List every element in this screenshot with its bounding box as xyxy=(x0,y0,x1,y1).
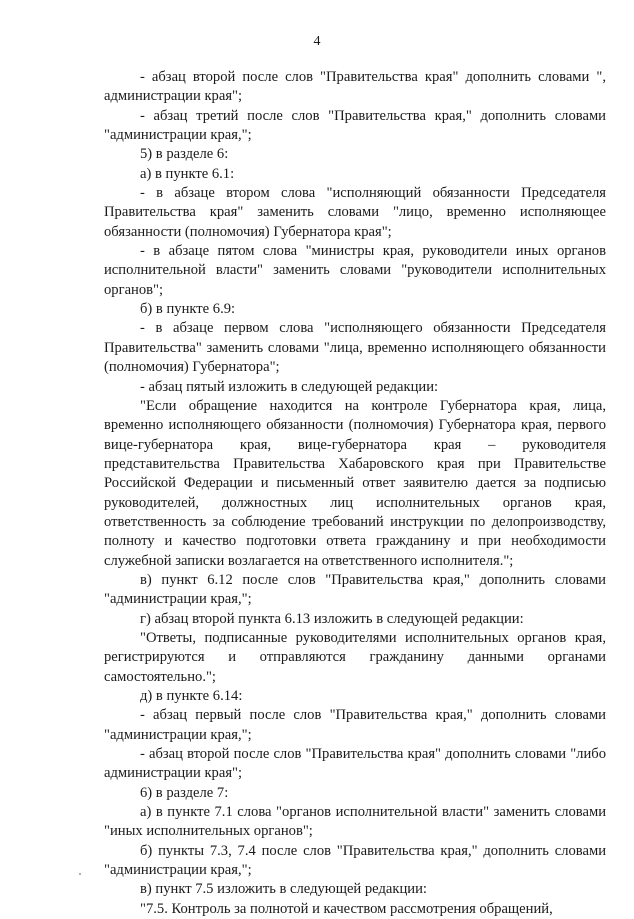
item-6-9-heading: б) в пункте 6.9: xyxy=(140,301,236,318)
paragraph-6: - в абзаце пятом слова "министры края, руководители иных органов исполнительной власти" заменить словами "руководители исполнительных органов"; xyxy=(104,243,606,298)
quoted-paragraph-7-5: "7.5. Контроль за полнотой и качеством рассмотрения обращений, xyxy=(140,900,553,917)
paragraph-5: - в абзаце втором слова "исполняющий обязанности Председателя Правительства края" заменить словами "лицо, временно исполняющее обязанности (полномочия) Губернатора края"; xyxy=(104,185,606,240)
paragraph-18: а) в пункте 7.1 слова "органов исполнительной власти" заменить словами "иных исполнительных органов"; xyxy=(104,804,606,840)
section-7-heading: 6) в разделе 7: xyxy=(140,784,229,801)
paragraph-16: - абзац второй после слов "Правительства края" дополнить словами "либо администрации края"; xyxy=(104,746,606,782)
scan-speck xyxy=(79,873,81,875)
paragraph-11: в) пункт 6.12 после слов "Правительства края," дополнить словами "администрации края,"; xyxy=(104,571,606,608)
paragraph-1: - абзац второй после слов "Правительства края" дополнить словами ", администрации края"; xyxy=(104,69,606,105)
paragraph-8: - в абзаце первом слова "исполняющего обязанности Председателя Правительства" заменить словами "лица, временно исполняющего обязанности (полномочия) Губернатора"; xyxy=(104,320,606,376)
item-6-14-heading: д) в пункте 6.14: xyxy=(140,688,243,704)
paragraph-9: - абзац пятый изложить в следующей редакции: xyxy=(140,378,439,395)
paragraph-19: б) пункты 7.3, 7.4 после слов "Правительства края," дополнить словами "администрации края,"; xyxy=(104,842,606,879)
quoted-paragraph-answers: "Ответы, подписанные руководителями исполнительных органов края, регистрируются и отправляются гражданину данными органами самостоятельно."; xyxy=(104,629,606,685)
document-body xyxy=(104,68,606,919)
section-6-heading: 5) в разделе 6: xyxy=(140,146,229,163)
paragraph-20: в) пункт 7.5 изложить в следующей редакции: xyxy=(140,881,427,898)
paragraph-12: г) абзац второй пункта 6.13 изложить в следующей редакции: xyxy=(140,610,524,627)
item-6-1-heading: а) в пункте 6.1: xyxy=(140,165,235,182)
quoted-paragraph-control: "Если обращение находится на контроле Губернатора края, лица, временно исполняющего обязанности (полномочия) Губернатора края, первого вице-губернатора края, вице-губернатора края – руководителя представительства Правительства Хабаровского края при Правительстве Российской Федерации и письменный ответ заявителю дается за подписью руководителей, должностных лиц исполнительных органов края, ответственность за соблюдение требований инструкции по делопроизводству, полноту и качество подготовки ответа гражданину и при необходимости служебной записки возлагается на ответственного исполнителя."; xyxy=(104,397,606,569)
paragraph-15: - абзац первый после слов "Правительства края," дополнить словами "администрации края,"; xyxy=(104,707,606,743)
page-number: 4 xyxy=(313,34,321,49)
paragraph-2: - абзац третий после слов "Правительства края," дополнить словами "администрации края,"; xyxy=(104,107,606,144)
